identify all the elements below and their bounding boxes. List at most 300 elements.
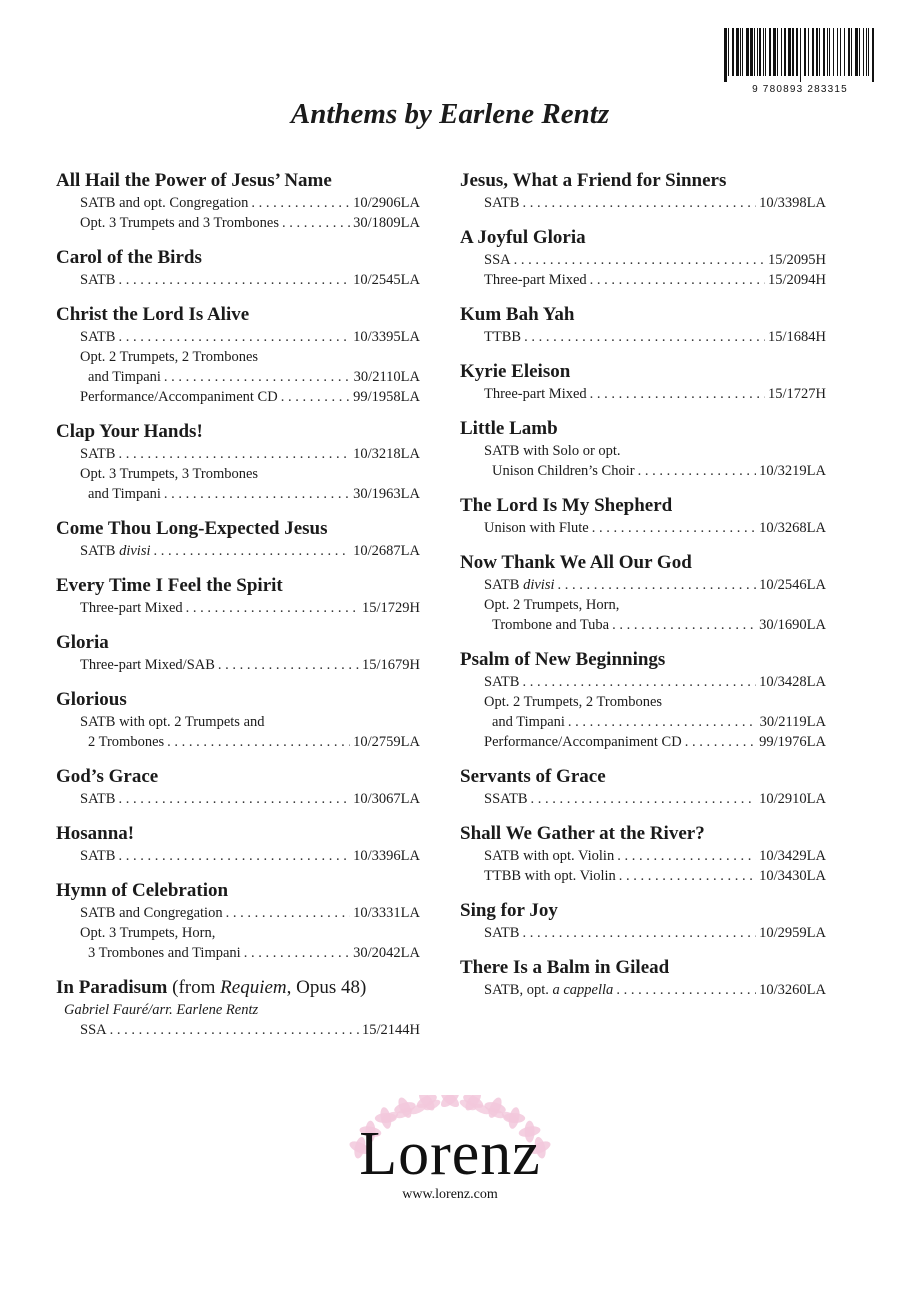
voicing-text: 3 Trombones and Timpani	[88, 945, 241, 961]
catalog-number: 99/1958LA	[353, 389, 420, 405]
anthem-title	[56, 421, 420, 443]
voicing-line	[460, 615, 826, 635]
voicing-description	[484, 595, 826, 615]
voicing-description	[484, 384, 587, 404]
voicing-description	[484, 980, 613, 1000]
catalog-number: 10/2546LA	[759, 577, 826, 593]
barcode-bar	[827, 28, 828, 76]
dot-leader	[685, 732, 756, 752]
voicing-italic: a cappella	[552, 982, 614, 998]
barcode-bar	[742, 28, 743, 76]
barcode-bar	[808, 28, 809, 76]
anthem-title-text: Servants of Grace	[460, 766, 606, 787]
barcode-bar	[816, 28, 818, 76]
voicing-line	[56, 712, 420, 732]
voicing-description	[80, 444, 115, 464]
voicing-line	[460, 461, 826, 481]
voicing-text: SATB with opt. 2 Trumpets and	[80, 714, 265, 730]
voicing-line	[460, 250, 826, 270]
barcode-bar	[844, 28, 845, 76]
voicing-description	[80, 943, 241, 963]
dot-leader	[522, 193, 756, 213]
voicing-text: SATB	[80, 329, 116, 345]
voicing-text: SSATB	[484, 791, 528, 807]
anthem-title-text: A Joyful Gloria	[460, 227, 586, 248]
anthem-title-text: All Hail the Power of Jesus’ Name	[56, 170, 332, 191]
voicing-text: SATB	[80, 543, 116, 559]
barcode-bar	[855, 28, 858, 76]
voicing-line	[460, 270, 826, 290]
barcode-bar	[812, 28, 814, 76]
catalog-number: 30/2042LA	[353, 945, 420, 961]
anthem-entry	[460, 766, 826, 809]
barcode-bar	[765, 28, 766, 76]
voicing-description	[80, 387, 278, 407]
anthem-entry	[460, 823, 826, 886]
anthem-entry	[460, 227, 826, 290]
voicing-text: Three-part Mixed	[80, 600, 183, 616]
anthem-title	[460, 495, 826, 517]
voicing-line	[460, 327, 826, 347]
barcode-bar	[750, 28, 753, 76]
anthem-title-text: Kyrie Eleison	[460, 361, 571, 382]
barcode-bar	[866, 28, 867, 76]
voicing-text: TTBB with opt. Violin	[484, 868, 616, 884]
anthem-title-suffix-italic: Requiem	[220, 977, 287, 998]
anthem-title-text: Glorious	[56, 689, 127, 710]
anthem-title-text: Kum Bah Yah	[460, 304, 575, 325]
catalog-number: 30/2119LA	[759, 714, 826, 730]
dot-leader	[110, 1020, 359, 1040]
anthem-title	[56, 823, 420, 845]
voicing-description	[484, 923, 519, 943]
voicing-text: Performance/Accompaniment CD	[484, 734, 682, 750]
barcode-bar	[777, 28, 778, 76]
voicing-line	[460, 692, 826, 712]
catalog-number: 10/2759LA	[353, 734, 420, 750]
catalog-number: 10/3218LA	[353, 446, 420, 462]
voicing-line	[56, 193, 420, 213]
catalog-number: 10/3219LA	[759, 463, 826, 479]
barcode-bar	[773, 28, 776, 76]
barcode-bar	[863, 28, 864, 76]
voicing-description	[80, 903, 223, 923]
voicing-line	[56, 1020, 420, 1040]
barcode-bar	[848, 28, 850, 76]
catalog-number: 10/3396LA	[353, 848, 420, 864]
voicing-text: 2 Trombones	[88, 734, 165, 750]
anthem-entry	[56, 170, 420, 233]
anthem-title	[460, 170, 826, 192]
anthem-entry	[56, 575, 420, 618]
voicing-line	[56, 327, 420, 347]
dot-leader	[617, 846, 756, 866]
voicing-text: SATB	[80, 848, 116, 864]
barcode-bar	[736, 28, 739, 76]
dot-leader	[281, 387, 350, 407]
voicing-line	[56, 484, 420, 504]
anthem-title	[56, 977, 420, 999]
dot-leader	[218, 655, 359, 675]
voicing-line	[56, 367, 420, 387]
anthem-title-text: Carol of the Birds	[56, 247, 202, 268]
anthem-title	[56, 689, 420, 711]
catalog-number: 30/1690LA	[759, 617, 826, 633]
dot-leader	[167, 732, 350, 752]
dot-leader	[524, 327, 765, 347]
dot-leader	[118, 444, 350, 464]
dot-leader	[612, 615, 756, 635]
catalog-number: 15/2144H	[362, 1022, 420, 1038]
voicing-description	[484, 441, 826, 461]
dot-leader	[619, 866, 756, 886]
anthem-title-text: Sing for Joy	[460, 900, 558, 921]
voicing-description	[80, 213, 279, 233]
catalog-number: 15/1679H	[362, 657, 420, 673]
voicing-text: SATB with Solo or opt.	[484, 443, 621, 459]
anthem-entry	[56, 304, 420, 407]
barcode-bar	[732, 28, 734, 76]
anthem-entry	[460, 361, 826, 404]
dot-leader	[616, 980, 756, 1000]
anthem-title-text: Now Thank We All Our God	[460, 552, 692, 573]
voicing-description	[484, 712, 565, 732]
voicing-text: SATB	[80, 791, 116, 807]
publisher-logo	[330, 1095, 570, 1255]
voicing-line	[56, 923, 420, 943]
anthem-title	[56, 766, 420, 788]
dot-leader	[558, 575, 757, 595]
catalog-number: 10/2910LA	[759, 791, 826, 807]
voicing-description	[484, 615, 609, 635]
barcode-digits: 9 780893 283315	[752, 84, 848, 95]
catalog-number: 10/3260LA	[759, 982, 826, 998]
voicing-text: SATB	[484, 195, 520, 211]
catalog-number: 30/1963LA	[353, 486, 420, 502]
voicing-line	[56, 943, 420, 963]
anthem-title-text: Little Lamb	[460, 418, 558, 439]
voicing-description	[484, 789, 528, 809]
voicing-description	[80, 367, 161, 387]
anthem-entry	[460, 957, 826, 1000]
anthem-entry	[460, 418, 826, 481]
voicing-description	[80, 270, 115, 290]
catalog-number: 10/3430LA	[759, 868, 826, 884]
voicing-description	[484, 270, 587, 290]
voicing-description	[80, 327, 115, 347]
voicing-description	[484, 692, 826, 712]
anthem-title-text: Every Time I Feel the Spirit	[56, 575, 283, 596]
anthem-title	[460, 649, 826, 671]
voicing-line	[460, 441, 826, 461]
voicing-line	[56, 846, 420, 866]
dot-leader	[590, 270, 765, 290]
voicing-line	[56, 347, 420, 367]
voicing-line	[460, 712, 826, 732]
anthem-title-text: Christ the Lord Is Alive	[56, 304, 250, 325]
barcode-bar	[740, 28, 741, 76]
catalog-number: 10/3398LA	[759, 195, 826, 211]
anthem-entry	[56, 689, 420, 752]
dot-leader	[118, 327, 350, 347]
catalog-number: 30/1809LA	[353, 215, 420, 231]
catalog-number: 15/2094H	[768, 272, 826, 288]
voicing-text: SATB	[80, 446, 116, 462]
barcode-bar	[872, 28, 874, 82]
barcode-bar	[754, 28, 755, 76]
dot-leader	[251, 193, 350, 213]
dot-leader	[186, 598, 359, 618]
anthem-title	[56, 247, 420, 269]
anthem-title-text: Hosanna!	[56, 823, 135, 844]
voicing-line	[460, 672, 826, 692]
anthem-title-text: Gloria	[56, 632, 109, 653]
catalog-number: 99/1976LA	[759, 734, 826, 750]
anthem-title	[460, 361, 826, 383]
dot-leader	[164, 367, 351, 387]
catalog-number: 15/1684H	[768, 329, 826, 345]
anthem-title-text: There Is a Balm in Gilead	[460, 957, 670, 978]
dot-leader	[154, 541, 351, 561]
dot-leader	[592, 518, 756, 538]
voicing-text: and Timpani	[88, 486, 161, 502]
anthem-entry	[460, 170, 826, 213]
page-title: Anthems by Earlene Rentz	[290, 98, 610, 130]
barcode-bar	[851, 28, 852, 76]
voicing-line	[56, 541, 420, 561]
anthem-entry	[56, 421, 420, 504]
anthem-title	[56, 304, 420, 326]
voicing-line	[56, 732, 420, 752]
anthem-title-text: Shall We Gather at the River?	[460, 823, 705, 844]
dot-leader	[638, 461, 757, 481]
voicing-description	[80, 347, 420, 367]
voicing-description	[80, 598, 183, 618]
voicing-line	[460, 980, 826, 1000]
barcode-bar	[784, 28, 786, 76]
catalog-number: 10/2545LA	[353, 272, 420, 288]
voicing-description	[80, 484, 161, 504]
anthem-entry	[460, 304, 826, 347]
voicing-line	[56, 387, 420, 407]
voicing-description	[484, 518, 589, 538]
catalog-number: 10/3268LA	[759, 520, 826, 536]
anthem-entry	[460, 495, 826, 538]
anthem-title	[460, 552, 826, 574]
voicing-text: Opt. 3 Trumpets, 3 Trombones	[80, 466, 259, 482]
anthem-entry	[56, 518, 420, 561]
anthem-entry	[460, 900, 826, 943]
barcode-bar	[759, 28, 761, 76]
voicing-line	[460, 866, 826, 886]
voicing-description	[484, 575, 555, 595]
voicing-text: SATB with opt. Violin	[484, 848, 615, 864]
voicing-line	[460, 575, 826, 595]
voicing-description	[484, 672, 519, 692]
anthem-title-text: Come Thou Long-Expected Jesus	[56, 518, 328, 539]
voicing-line	[56, 655, 420, 675]
anthem-title	[460, 957, 826, 979]
voicing-text: Opt. 2 Trumpets, 2 Trombones	[484, 694, 663, 710]
anthem-entry	[56, 823, 420, 866]
voicing-description	[80, 655, 215, 675]
voicing-text: TTBB	[484, 329, 522, 345]
barcode-bar	[800, 28, 801, 82]
dot-leader	[522, 672, 756, 692]
barcode-bar	[796, 28, 798, 76]
anthem-title-text: In Paradisum	[56, 977, 168, 998]
voicing-description	[80, 923, 420, 943]
voicing-description	[484, 846, 614, 866]
voicing-text: Opt. 3 Trumpets and 3 Trombones	[80, 215, 280, 231]
catalog-number: 10/2687LA	[353, 543, 420, 559]
voicing-text: Three-part Mixed/SAB	[80, 657, 215, 673]
catalog-number: 15/1727H	[768, 386, 826, 402]
barcode-bar	[792, 28, 794, 76]
anthem-title	[56, 575, 420, 597]
catalog-number: 10/3067LA	[353, 791, 420, 807]
voicing-text: SATB, opt.	[484, 982, 549, 998]
logo-wordmark: Lorenz	[359, 1120, 541, 1188]
voicing-line	[460, 595, 826, 615]
voicing-italic: divisi	[523, 577, 555, 593]
barcode-bar	[804, 28, 806, 76]
catalog-number: 15/1729H	[362, 600, 420, 616]
voicing-line	[460, 923, 826, 943]
barcode-bar	[757, 28, 758, 76]
anthem-title	[56, 518, 420, 540]
barcode-bar	[859, 28, 860, 76]
anthem-entry	[460, 649, 826, 752]
voicing-text: Performance/Accompaniment CD	[80, 389, 278, 405]
barcode-bar	[781, 28, 782, 76]
voicing-description	[80, 193, 248, 213]
barcode-bar	[788, 28, 791, 76]
catalog-number: 30/2110LA	[353, 369, 420, 385]
voicing-line	[56, 789, 420, 809]
voicing-text: Opt. 3 Trumpets, Horn,	[80, 925, 216, 941]
right-column	[460, 170, 826, 1000]
barcode-bar	[728, 28, 729, 76]
voicing-text: SATB	[484, 577, 520, 593]
voicing-line	[460, 789, 826, 809]
voicing-text: SSA	[484, 252, 511, 268]
voicing-line	[56, 270, 420, 290]
anthem-entry	[460, 552, 826, 635]
voicing-text: Opt. 2 Trumpets, 2 Trombones	[80, 349, 259, 365]
voicing-text: SATB and Congregation	[80, 905, 223, 921]
voicing-line	[460, 518, 826, 538]
voicing-text: and Timpani	[492, 714, 565, 730]
anthem-title	[460, 227, 826, 249]
anthem-title	[460, 900, 826, 922]
anthem-title-text: Psalm of New Beginnings	[460, 649, 666, 670]
voicing-text: Trombone and Tuba	[492, 617, 610, 633]
voicing-text: SSA	[80, 1022, 107, 1038]
anthem-title-suffix-end: , Opus 48)	[286, 977, 367, 998]
anthem-title	[56, 632, 420, 654]
barcode-bar	[763, 28, 764, 76]
dot-leader	[590, 384, 765, 404]
catalog-number: 10/2959LA	[759, 925, 826, 941]
catalog-number: 10/3331LA	[353, 905, 420, 921]
anthem-title-text: Clap Your Hands!	[56, 421, 203, 442]
voicing-line	[56, 444, 420, 464]
voicing-line	[460, 846, 826, 866]
anthem-title	[460, 766, 826, 788]
dot-leader	[244, 943, 350, 963]
voicing-line	[56, 464, 420, 484]
dot-leader	[522, 923, 756, 943]
voicing-text: Unison with Flute	[484, 520, 589, 536]
barcode	[722, 28, 878, 100]
voicing-description	[80, 1020, 107, 1040]
dot-leader	[531, 789, 757, 809]
voicing-description	[484, 866, 616, 886]
voicing-line	[56, 598, 420, 618]
anthem-entry	[56, 880, 420, 963]
voicing-text: SATB	[484, 674, 520, 690]
anthem-title	[56, 880, 420, 902]
anthem-title-text: God’s Grace	[56, 766, 159, 787]
barcode-bar	[819, 28, 820, 76]
barcode-bar	[837, 28, 838, 76]
anthem-entry	[56, 766, 420, 809]
arranger-credit: Gabriel Fauré/arr. Earlene Rentz	[64, 1002, 259, 1018]
barcode-bar	[833, 28, 834, 76]
voicing-description	[80, 464, 420, 484]
voicing-italic: divisi	[119, 543, 151, 559]
dot-leader	[118, 789, 350, 809]
voicing-description	[80, 712, 420, 732]
voicing-text: SATB	[484, 925, 520, 941]
catalog-number: 10/3428LA	[759, 674, 826, 690]
anthem-title	[460, 823, 826, 845]
barcode-bars	[722, 28, 878, 82]
voicing-text: Three-part Mixed	[484, 272, 587, 288]
anthem-entry	[56, 977, 420, 1040]
dot-leader	[164, 484, 350, 504]
voicing-line	[460, 193, 826, 213]
voicing-description	[80, 789, 115, 809]
barcode-bar	[823, 28, 825, 76]
barcode-bar	[868, 28, 869, 76]
voicing-line	[460, 732, 826, 752]
voicing-text: SATB	[80, 272, 116, 288]
voicing-description	[484, 250, 511, 270]
voicing-description	[484, 193, 519, 213]
anthem-title-suffix: (from	[167, 977, 221, 998]
voicing-description	[80, 846, 115, 866]
dot-leader	[118, 846, 350, 866]
voicing-line	[56, 213, 420, 233]
voicing-text: Opt. 2 Trumpets, Horn,	[484, 597, 620, 613]
dot-leader	[282, 213, 350, 233]
voicing-description	[80, 732, 164, 752]
logo-url: www.lorenz.com	[402, 1187, 498, 1202]
dot-leader	[568, 712, 757, 732]
voicing-description	[80, 541, 151, 561]
anthem-title-text: Hymn of Celebration	[56, 880, 229, 901]
anthem-title	[460, 418, 826, 440]
anthem-title	[56, 170, 420, 192]
voicing-text: Unison Children’s Choir	[492, 463, 635, 479]
catalog-number: 15/2095H	[768, 252, 826, 268]
voicing-line	[460, 384, 826, 404]
anthem-title-text: The Lord Is My Shepherd	[460, 495, 673, 516]
barcode-bar	[724, 28, 727, 82]
catalog-number: 10/3429LA	[759, 848, 826, 864]
